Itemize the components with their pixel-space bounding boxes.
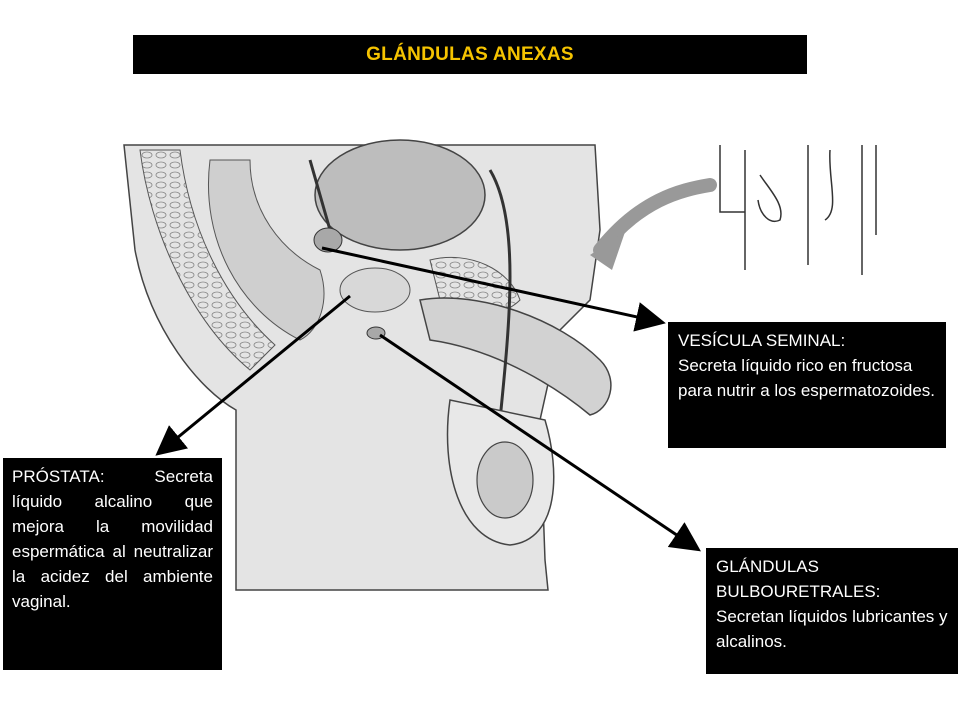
- prostata-heading: PRÓSTATA:: [12, 467, 105, 486]
- prostata-text-block: [12, 464, 213, 614]
- bulbouretrales-heading: GLÁNDULAS BULBOURETRALES:: [716, 557, 881, 601]
- bulbouretrales-text: Secretan líquidos lubricantes y alcalinos.: [716, 607, 948, 651]
- vesicula-seminal-text: Secreta líquido rico en fructosa para nutrir a los espermatozoides.: [678, 356, 936, 400]
- orientation-inset: [590, 145, 876, 275]
- prostata-text: Secreta líquido alcalino que mejora la movilidad espermática al neutralizar la acidez del ambiente vaginal.: [12, 467, 213, 611]
- vesicula-seminal-heading: VESÍCULA SEMINAL:: [678, 331, 846, 350]
- page-title: GLÁNDULAS ANEXAS: [366, 43, 574, 65]
- prostata-label: [3, 458, 222, 670]
- bulbouretrales-label: [706, 548, 958, 674]
- vesicula-seminal-label: [668, 322, 946, 448]
